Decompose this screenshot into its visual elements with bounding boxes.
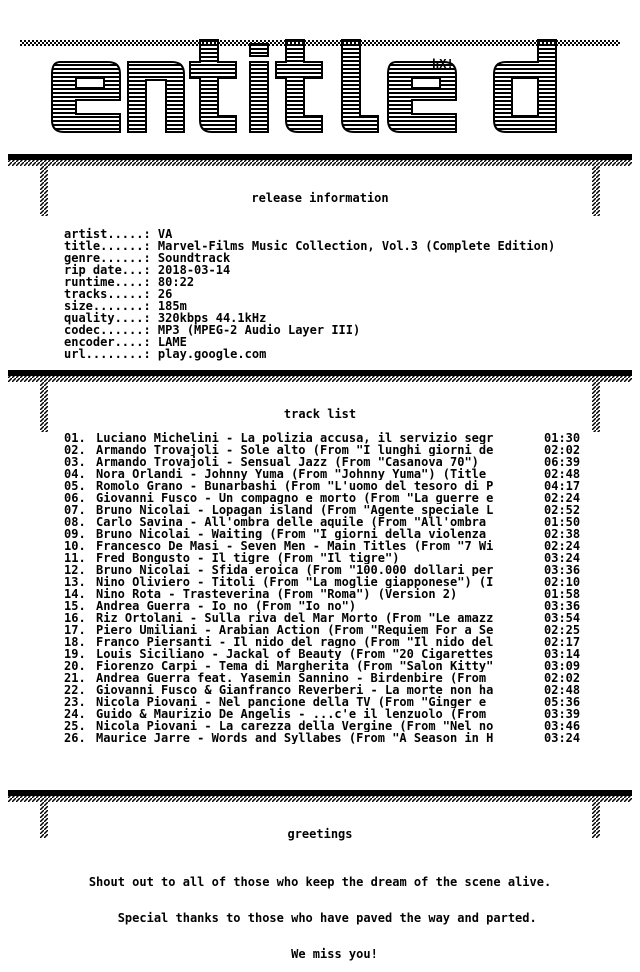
- track-duration: 02:10: [544, 575, 581, 589]
- track-title: Guido & Maurizio De Angelis - ...c'e il lenzuolo (From: [96, 708, 494, 720]
- greeting-line: Special thanks to those who have paved the way and parted.: [103, 911, 537, 925]
- track-number: 04.: [64, 467, 86, 481]
- track-number: 14.: [64, 587, 86, 601]
- track-number: 26.: [64, 731, 86, 745]
- info-row: [64, 348, 555, 360]
- track-number: 06.: [64, 491, 86, 505]
- track-duration: 01:30: [544, 431, 581, 445]
- track-duration: 02:38: [544, 527, 581, 541]
- track-duration: 02:02: [544, 443, 581, 457]
- track-row: [64, 552, 592, 564]
- track-title: Andrea Guerra - Io no (From "Io no"): [96, 600, 357, 612]
- track-duration: 03:14: [544, 647, 581, 661]
- track-number: 10.: [64, 539, 86, 553]
- greeting-line: We miss you!: [262, 947, 378, 961]
- info-label: tracks.....:: [64, 287, 158, 301]
- track-row: [64, 432, 592, 444]
- track-row: [64, 540, 592, 552]
- track-duration: 03:36: [544, 563, 581, 577]
- track-number: 21.: [64, 671, 86, 685]
- track-title: Carlo Savina - All'ombra delle aquile (From "All'ombra: [96, 516, 494, 528]
- track-row: [64, 516, 592, 528]
- track-row: [64, 732, 592, 744]
- track-row: [64, 636, 592, 648]
- info-label: genre......:: [64, 251, 158, 265]
- track-number: 17.: [64, 623, 86, 637]
- track-number: 13.: [64, 575, 86, 589]
- track-duration: 03:46: [544, 719, 581, 733]
- info-label: codec......:: [64, 323, 158, 337]
- track-number: 25.: [64, 719, 86, 733]
- greetings: [0, 852, 640, 972]
- track-row: [64, 564, 592, 576]
- track-number: 18.: [64, 635, 86, 649]
- track-duration: 01:50: [544, 515, 581, 529]
- track-row: [64, 660, 592, 672]
- info-label: runtime....:: [64, 275, 158, 289]
- track-row: [64, 588, 592, 600]
- track-list: [64, 432, 592, 744]
- track-duration: 03:54: [544, 611, 581, 625]
- track-title: Nicola Piovani - Nel pancione della TV (From "Ginger e: [96, 696, 494, 708]
- track-title: Bruno Nicolai - Lopagan island (From "Agente speciale L: [96, 504, 494, 516]
- track-title: Nora Orlandi - Johnny Yuma (From "Johnny Yuma") (Title: [96, 468, 487, 480]
- info-label: artist.....:: [64, 227, 158, 241]
- track-duration: 02:52: [544, 503, 581, 517]
- info-value: Soundtrack: [157, 251, 231, 265]
- info-label: rip date...:: [64, 263, 158, 277]
- track-number: 20.: [64, 659, 86, 673]
- track-number: 07.: [64, 503, 86, 517]
- track-duration: 03:09: [544, 659, 581, 673]
- track-number: 12.: [64, 563, 86, 577]
- track-number: 09.: [64, 527, 86, 541]
- info-label: encoder....:: [64, 335, 158, 349]
- info-value: LAME: [157, 335, 187, 349]
- info-value: Marvel-Films Music Collection, Vol.3 (Complete Edition): [157, 239, 556, 253]
- track-title: Armando Trovajoli - Sensual Jazz (From "Casanova 70"): [96, 456, 479, 468]
- info-label: url........:: [64, 347, 158, 361]
- info-value: 26: [157, 287, 173, 301]
- track-number: 11.: [64, 551, 86, 565]
- track-row: [64, 504, 592, 516]
- track-number: 23.: [64, 695, 86, 709]
- track-title: Fiorenzo Carpi - Tema di Margherita (From "Salon Kitty": [96, 660, 494, 672]
- track-duration: 03:24: [544, 731, 581, 745]
- info-value: VA: [157, 227, 173, 241]
- track-duration: 01:58: [544, 587, 581, 601]
- track-number: 05.: [64, 479, 86, 493]
- track-row: [64, 624, 592, 636]
- track-row: [64, 600, 592, 612]
- track-duration: 02:24: [544, 491, 581, 505]
- track-row: [64, 528, 592, 540]
- track-duration: 02:48: [544, 683, 581, 697]
- release-info: [64, 228, 555, 360]
- info-value: 185m: [157, 299, 187, 313]
- track-duration: 02:17: [544, 635, 581, 649]
- crew-tag: hX!: [432, 57, 454, 71]
- track-number: 15.: [64, 599, 86, 613]
- track-title: Nino Oliviero - Titoli (From "La moglie giapponese") (I: [96, 576, 494, 588]
- track-number: 03.: [64, 455, 86, 469]
- track-row: [64, 708, 592, 720]
- info-value: MP3 (MPEG-2 Audio Layer III): [157, 323, 361, 337]
- track-row: [64, 612, 592, 624]
- info-value: 320kbps 44.1kHz: [157, 311, 267, 325]
- track-row: [64, 492, 592, 504]
- track-title: Piero Umiliani - Arabian Action (From "Requiem For a Se: [96, 624, 494, 636]
- info-value: 2018-03-14: [157, 263, 231, 277]
- track-title: Nicola Piovani - La carezza della Vergine (From "Nel no: [96, 720, 494, 732]
- track-duration: 04:17: [544, 479, 581, 493]
- track-duration: 02:48: [544, 467, 581, 481]
- info-label: title......:: [64, 239, 158, 253]
- track-duration: 05:36: [544, 695, 581, 709]
- info-value: play.google.com: [157, 347, 267, 361]
- track-number: 22.: [64, 683, 86, 697]
- track-duration: 02:02: [544, 671, 581, 685]
- greetings-heading: greetings: [287, 827, 353, 841]
- track-title: Romolo Grano - Bunarbashi (From "L'uomo del tesoro di P: [96, 480, 494, 492]
- track-number: 16.: [64, 611, 86, 625]
- section-banner: [0, 150, 640, 220]
- section-banner: [0, 366, 640, 436]
- track-row: [64, 576, 592, 588]
- track-row: [64, 672, 592, 684]
- info-label: quality....:: [64, 311, 158, 325]
- track-title: Louis Siciliano - Jackal of Beauty (From "20 Cigarettes: [96, 648, 494, 660]
- track-row: [64, 684, 592, 696]
- greeting-line: Shout out to all of those who keep the dream of the scene alive.: [88, 875, 552, 889]
- track-duration: 02:24: [544, 539, 581, 553]
- track-number: 24.: [64, 707, 86, 721]
- track-row: [64, 696, 592, 708]
- track-title: Bruno Nicolai - Waiting (From "I giorni della violenza: [96, 528, 494, 540]
- track-title: Bruno Nicolai - Sfida eroica (From "100.000 dollari per: [96, 564, 494, 576]
- track-title: Francesco De Masi - Seven Men - Main Titles (From "7 Wi: [96, 540, 494, 552]
- track-title: Luciano Michelini - La polizia accusa, il servizio segr: [96, 432, 494, 444]
- track-list-heading: track list: [283, 407, 357, 421]
- track-duration: 03:36: [544, 599, 581, 613]
- track-title: Giovanni Fusco & Gianfranco Reverberi - La morte non ha: [96, 684, 494, 696]
- track-title: Giovanni Fusco - Un compagno e morto (From "La guerre e: [96, 492, 494, 504]
- track-number: 01.: [64, 431, 86, 445]
- track-title: Fred Bongusto - Il tigre (From "Il tigre"): [96, 552, 400, 564]
- track-number: 02.: [64, 443, 86, 457]
- track-row: [64, 480, 592, 492]
- track-row: [64, 468, 592, 480]
- track-title: Maurice Jarre - Words and Syllabes (From "A Season in H: [96, 732, 494, 744]
- info-label: size.......:: [64, 299, 158, 313]
- release-info-heading: release information: [251, 191, 389, 205]
- track-duration: 06:39: [544, 455, 581, 469]
- info-value: 80:22: [157, 275, 195, 289]
- track-number: 08.: [64, 515, 86, 529]
- entitled-logo: [0, 0, 640, 150]
- track-row: [64, 720, 592, 732]
- track-row: [64, 456, 592, 468]
- track-duration: 03:24: [544, 551, 581, 565]
- track-title: Nino Rota - Trasteverina (From "Roma") (Version 2): [96, 588, 458, 600]
- track-duration: 03:39: [544, 707, 581, 721]
- track-title: Andrea Guerra feat. Yasemin Sannino - Birdenbire (From: [96, 672, 494, 684]
- track-row: [64, 648, 592, 660]
- track-row: [64, 444, 592, 456]
- track-duration: 02:25: [544, 623, 581, 637]
- track-title: Armando Trovajoli - Sole alto (From "I lunghi giorni de: [96, 444, 494, 456]
- track-title: Riz Ortolani - Sulla riva del Mar Morto (From "Le amazz: [96, 612, 494, 624]
- track-number: 19.: [64, 647, 86, 661]
- track-title: Franco Piersanti - Il nido del ragno (From "Il nido del: [96, 636, 494, 648]
